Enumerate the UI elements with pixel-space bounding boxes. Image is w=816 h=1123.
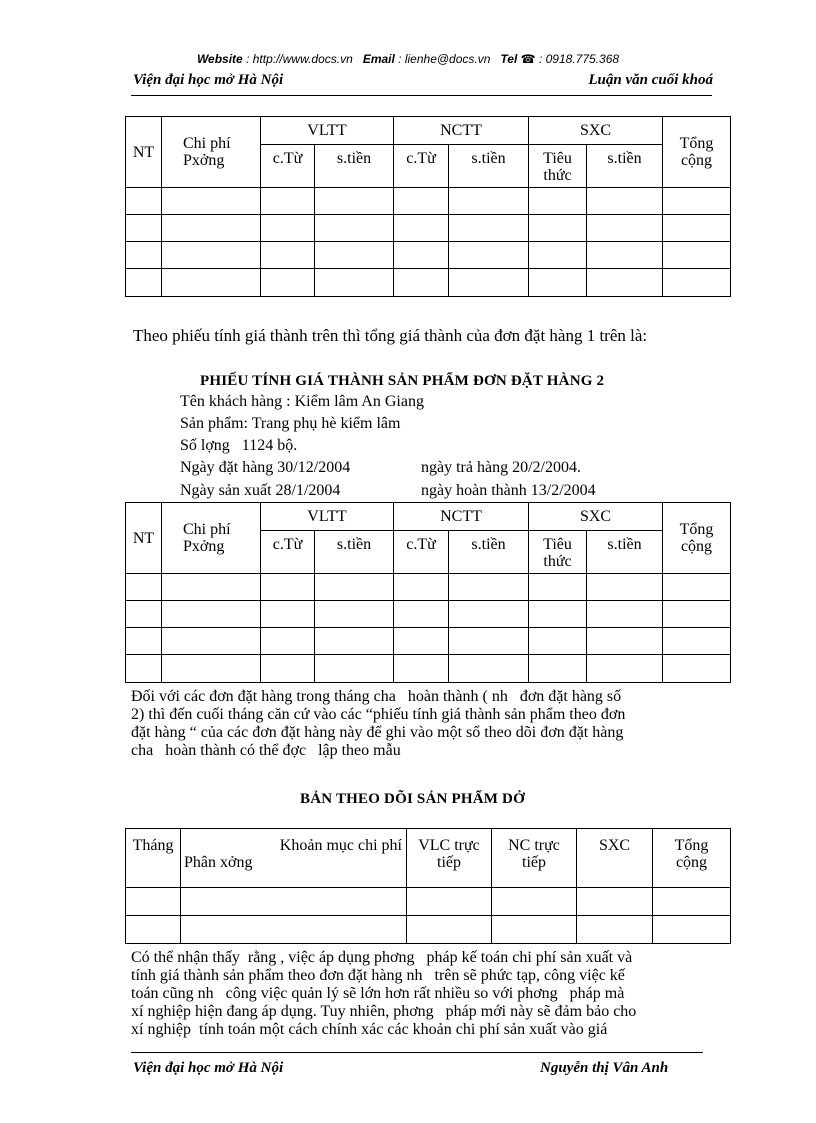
header-thang: Tháng bbox=[126, 829, 181, 888]
header-sxc-stien: s.tiền bbox=[587, 531, 663, 574]
table-row bbox=[126, 888, 731, 916]
email-label: Email bbox=[362, 52, 395, 66]
header-tong-cong: Tổng cộng bbox=[653, 829, 731, 888]
table-row bbox=[126, 269, 731, 297]
table-row bbox=[126, 655, 731, 683]
header-divider bbox=[131, 95, 712, 96]
table-row bbox=[126, 215, 731, 242]
header-nctt-ctu: c.Từ bbox=[394, 145, 449, 188]
cost-table-order-2 bbox=[125, 502, 731, 683]
table-row bbox=[126, 242, 731, 269]
wip-title: BẢN THEO DÕI SẢN PHẨM DỞ bbox=[300, 791, 525, 807]
header-nt: NT bbox=[126, 117, 162, 188]
header-sxc: SXC bbox=[577, 829, 653, 888]
website-label: Website bbox=[196, 52, 243, 66]
header-vltt: VLTT bbox=[261, 117, 394, 145]
table-row bbox=[126, 628, 731, 655]
header-vlc-truc-tiep: VLC trực tiếp bbox=[407, 829, 492, 888]
header-vltt: VLTT bbox=[261, 503, 394, 531]
order-2-production-date: Ngày sản xuất 28/1/2004 bbox=[180, 482, 341, 499]
header-khoan-muc: Khoản mục chi phí bbox=[279, 837, 402, 854]
cost-table-order-1 bbox=[125, 116, 731, 297]
header-nctt-stien: s.tiền bbox=[449, 531, 529, 574]
header-vltt-ctu: c.Từ bbox=[261, 531, 315, 574]
header-nt: NT bbox=[126, 503, 162, 574]
header-phan-xong: Phân xởng bbox=[184, 854, 253, 871]
header-nc-truc-tiep: NC trực tiếp bbox=[492, 829, 577, 888]
table-row bbox=[126, 601, 731, 628]
website-value[interactable]: : http://www.docs.vn bbox=[246, 52, 353, 66]
conclusion-paragraph: Có thể nhận thấy rằng , việc áp dụng phơng pháp kế toán chi phí sản xuất và tính giá thành sản phẩm theo đơn đặt hàng nh trên sẽ phức tạp, công việc kế toán cũng nh công việc quản lý sẽ lớn hơn rất nhiều so với phơng pháp mà xí nghiệp hiện đang áp dụng. Tuy nhiên, phơng pháp mới này sẽ đảm bảo cho xí nghiệp tính toán một cách chính xác các khoản chi phí sản xuất vào giá bbox=[131, 949, 637, 1038]
header-institution: Viện đại học mở Hà Nội bbox=[133, 72, 284, 88]
phone-icon: ☎ bbox=[520, 52, 536, 66]
tel-label: Tel bbox=[500, 52, 518, 66]
table-row bbox=[126, 574, 731, 601]
order-2-order-date: Ngày đặt hàng 30/12/2004 bbox=[180, 459, 351, 476]
footer-author: Nguyễn thị Vân Anh bbox=[540, 1060, 669, 1076]
header-doc-type: Luận văn cuối khoá bbox=[588, 72, 713, 88]
order-2-customer: Tên khách hàng : Kiểm lâm An Giang bbox=[180, 393, 424, 410]
header-nctt-stien: s.tiền bbox=[449, 145, 529, 188]
header-nctt: NCTT bbox=[394, 117, 529, 145]
header-sxc-tieu-thuc: Tiêu thức bbox=[529, 145, 587, 188]
header-nctt-ctu: c.Từ bbox=[394, 531, 449, 574]
total-cost-sentence: Theo phiếu tính giá thành trên thì tổng giá thành của đơn đặt hàng 1 trên là: bbox=[133, 326, 648, 345]
header-vltt-stien: s.tiền bbox=[315, 531, 394, 574]
header-tong-cong: Tổng cộng bbox=[663, 117, 731, 188]
order-2-return-date: ngày trả hàng 20/2/2004. bbox=[421, 459, 581, 476]
header-chi-phi: Chi phí Pxởng bbox=[162, 117, 261, 188]
website-line bbox=[0, 52, 816, 66]
header-sxc-tieu-thuc: Tiêu thức bbox=[529, 531, 587, 574]
header-chi-phi: Chi phí Pxởng bbox=[162, 503, 261, 574]
order-2-title: PHIẾU TÍNH GIÁ THÀNH SẢN PHẨM ĐƠN ĐẶT HÀNG 2 bbox=[200, 373, 605, 389]
header-sxc-stien: s.tiền bbox=[587, 145, 663, 188]
header-tong-cong: Tổng cộng bbox=[663, 503, 731, 574]
table-row bbox=[126, 916, 731, 944]
header-vltt-ctu: c.Từ bbox=[261, 145, 315, 188]
tel-value: : 0918.775.368 bbox=[538, 52, 620, 66]
order-2-product: Sản phẩm: Trang phụ hè kiểm lâm bbox=[180, 415, 401, 432]
order-2-finish-date: ngày hoàn thành 13/2/2004 bbox=[421, 482, 596, 499]
header-nctt: NCTT bbox=[394, 503, 529, 531]
wip-table bbox=[125, 828, 731, 944]
header-sxc: SXC bbox=[529, 503, 663, 531]
table-row bbox=[126, 188, 731, 215]
header-khoan-muc-phan-xong bbox=[181, 829, 407, 888]
order-2-quantity: Số lợng 1124 bộ. bbox=[180, 437, 298, 454]
wip-explanation-paragraph: Đối với các đơn đặt hàng trong tháng cha hoàn thành ( nh đơn đặt hàng số 2) thì đến cuối tháng căn cứ vào các “phiếu tính giá thành sản phẩm theo đơn đặt hàng “ của các đơn đặt hàng này để ghi vào một sổ theo dõi đơn đặt hàng cha hoàn thành có thể đợc lập theo mẫu bbox=[131, 688, 626, 759]
header-sxc: SXC bbox=[529, 117, 663, 145]
footer-divider bbox=[131, 1052, 703, 1053]
header-vltt-stien: s.tiền bbox=[315, 145, 394, 188]
footer-institution: Viện đại học mở Hà Nội bbox=[133, 1060, 284, 1076]
email-value[interactable]: : lienhe@docs.vn bbox=[398, 52, 491, 66]
